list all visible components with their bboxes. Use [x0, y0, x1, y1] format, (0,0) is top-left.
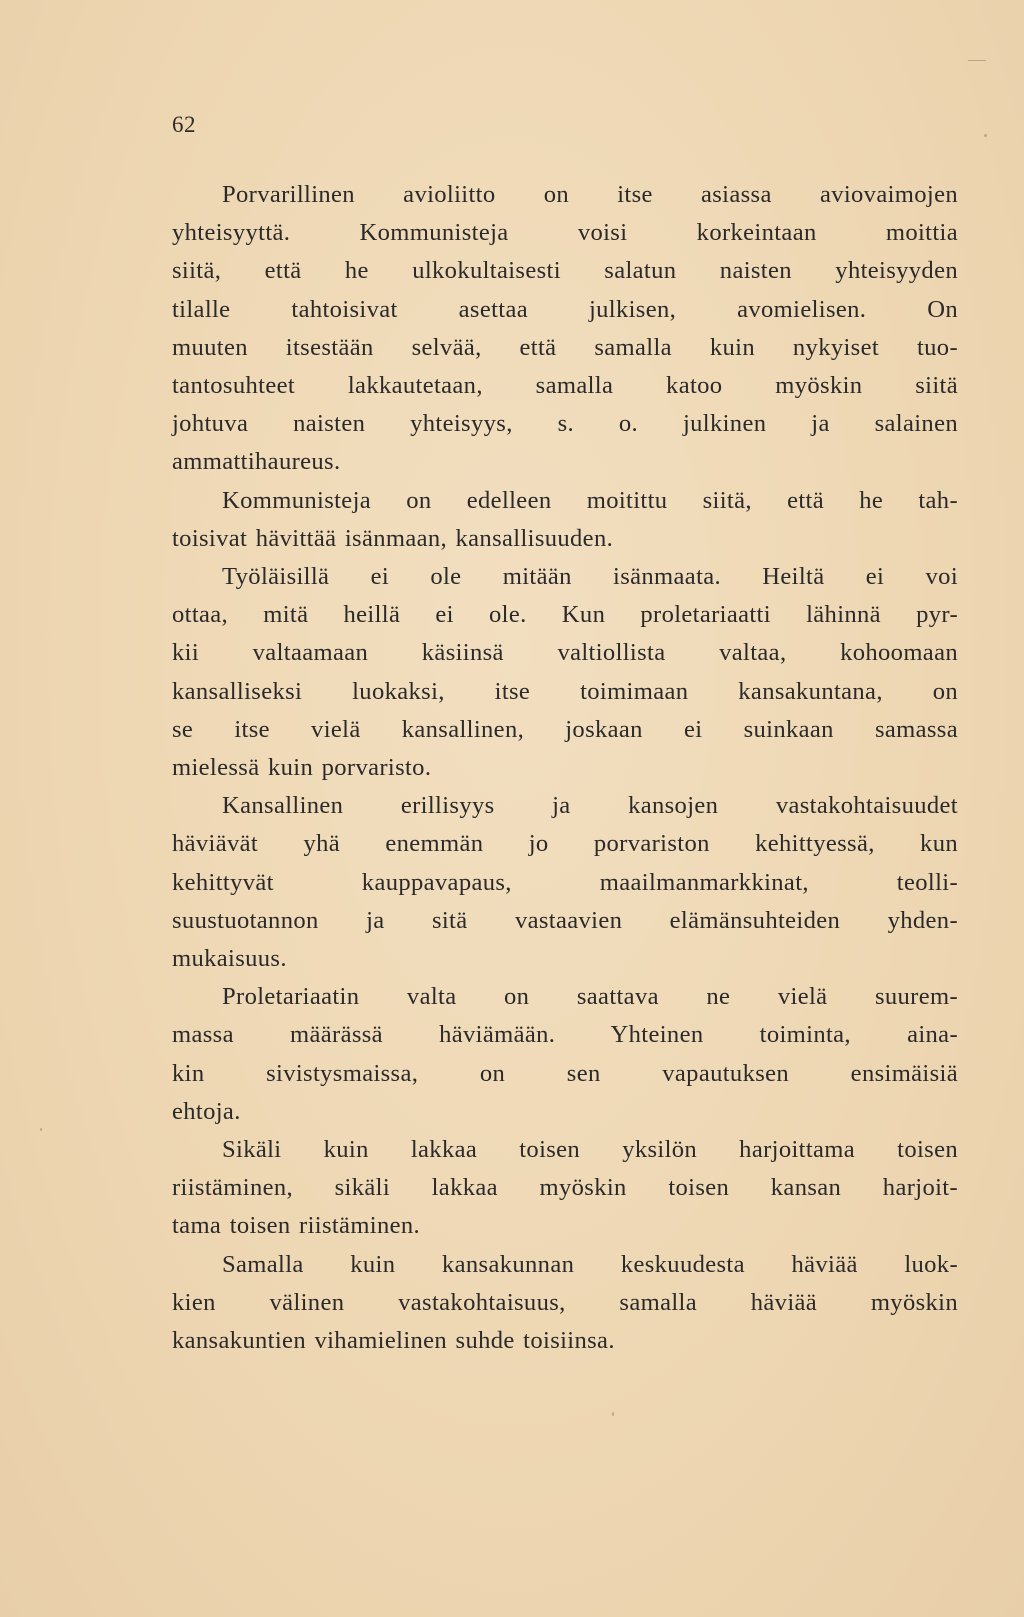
paragraph-2: [172, 482, 958, 558]
text-line: tilalle tahtoisivat asettaa julkisen, avomielisen. On: [172, 295, 958, 323]
page-number: 62: [172, 112, 196, 137]
text-line: suustuotannon ja sitä vastaavien elämänsuhteiden yhden-: [172, 906, 958, 934]
paragraph-4: [172, 787, 958, 978]
text-line: kii valtaamaan käsiinsä valtiollista valtaa, kohoomaan: [172, 639, 958, 667]
text-line: kansalliseksi luokaksi, itse toimimaan kansakuntana, on: [172, 677, 958, 705]
text-line: muuten itsestään selvää, että samalla kuin nykyiset tuo-: [172, 333, 958, 361]
paragraph-3: [172, 558, 958, 787]
body-text: [172, 176, 958, 1360]
text-line: Kansallinen erillisyys ja kansojen vastakohtaisuudet: [222, 792, 958, 820]
text-line: Porvarillinen avioliitto on itse asiassa aviovaimojen: [222, 181, 958, 208]
text-line: Proletariaatin valta on saattava ne vielä suurem-: [222, 983, 958, 1011]
text-line: kin sivistysmaissa, on sen vapautuksen ensimäisiä: [172, 1059, 958, 1087]
text-line: ottaa, mitä heillä ei ole. Kun proletariaatti lähinnä pyr-: [172, 601, 958, 629]
text-line: riistäminen, sikäli lakkaa myöskin toisen kansan harjoit-: [172, 1174, 958, 1202]
text-line: kien välinen vastakohtaisuus, samalla häviää myöskin: [172, 1288, 958, 1316]
text-line: se itse vielä kansallinen, joskaan ei suinkaan samassa: [172, 715, 958, 743]
text-line: kansakuntien vihamielinen suhde toisiinsa.: [172, 1327, 615, 1355]
text-line: siitä, että he ulkokultaisesti salatun naisten yhteisyyden: [172, 257, 958, 285]
text-line: Samalla kuin kansakunnan keskuudesta häviää luok-: [222, 1250, 958, 1278]
paragraph-6: [172, 1131, 958, 1246]
text-line: toisivat hävittää isänmaan, kansallisuuden.: [172, 524, 614, 552]
text-line: yhteisyyttä. Kommunisteja voisi korkeintaan moittia: [172, 219, 958, 247]
text-line: Kommunisteja on edelleen moitittu siitä, että he tah-: [222, 486, 958, 514]
paper-speck: [612, 1412, 614, 1416]
text-line: mukaisuus.: [172, 945, 287, 973]
paragraph-7: [172, 1246, 958, 1361]
text-line: tantosuhteet lakkautetaan, samalla katoo myöskin siitä: [172, 372, 958, 400]
text-line: kehittyvät kauppavapaus, maailmanmarkkinat, teolli-: [172, 868, 958, 896]
paper-speck: [40, 1128, 42, 1131]
text-line: häviävät yhä enemmän jo porvariston kehittyessä, kun: [172, 830, 958, 858]
text-line: tama toisen riistäminen.: [172, 1212, 421, 1240]
text-line: Sikäli kuin lakkaa toisen yksilön harjoittama toisen: [222, 1136, 958, 1164]
paragraph-1: [172, 176, 958, 482]
text-line: ehtoja.: [172, 1097, 241, 1125]
paragraph-5: [172, 978, 958, 1131]
text-line: massa määrässä häviämään. Yhteinen toiminta, aina-: [172, 1021, 958, 1049]
text-line: ammattihaureus.: [172, 448, 341, 476]
text-line: johtuva naisten yhteisyys, s. o. julkinen ja salainen: [172, 410, 958, 438]
paper-speck: [968, 60, 986, 61]
text-line: mielessä kuin porvaristo.: [172, 754, 432, 782]
text-line: Työläisillä ei ole mitään isänmaata. Heiltä ei voi: [222, 563, 958, 591]
paper-speck: [984, 134, 987, 137]
